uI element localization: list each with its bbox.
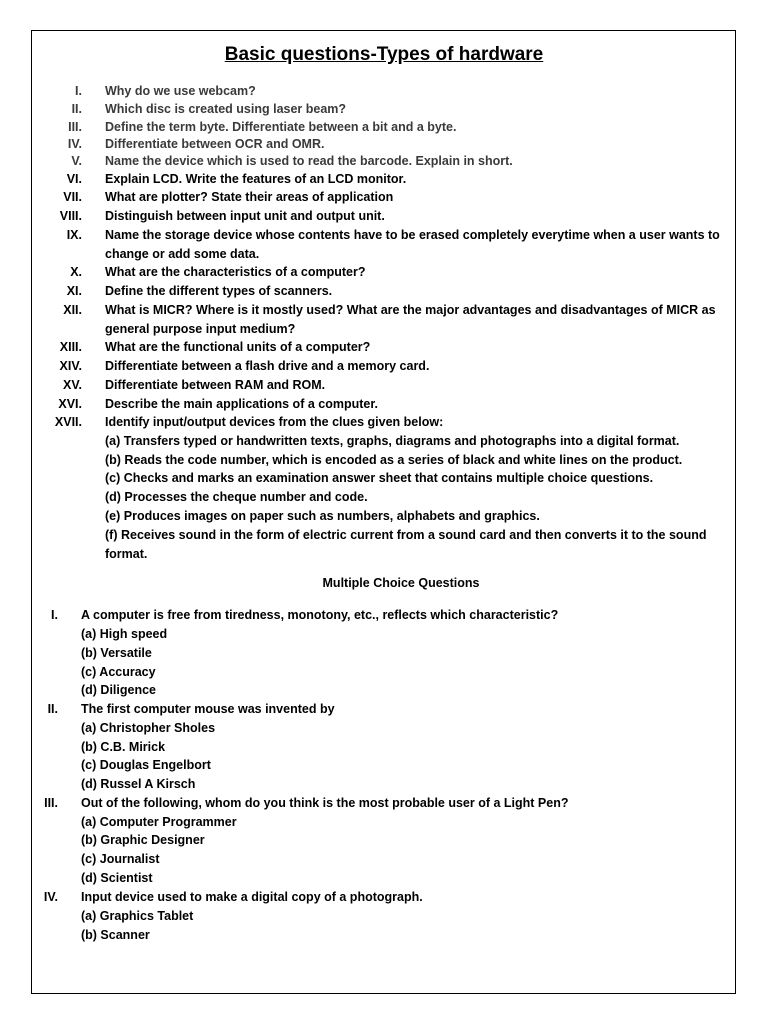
question-number: X. <box>70 265 82 279</box>
clue-item: (e) Produces images on paper such as numbers, alphabets and graphics. <box>105 509 540 523</box>
mcq-option: (c) Douglas Engelbort <box>81 758 211 772</box>
mcq-text: Input device used to make a digital copy of a photograph. <box>81 890 423 904</box>
mcq-number: III. <box>44 796 58 810</box>
question-number: VIII. <box>59 209 82 223</box>
question-text: What are the functional units of a computer? <box>105 340 371 354</box>
question-number: XVI. <box>58 397 82 411</box>
mcq-text: A computer is free from tiredness, monotony, etc., reflects which characteristic? <box>81 608 559 622</box>
mcq-option: (c) Journalist <box>81 852 160 866</box>
question-text-continued: general purpose input medium? <box>105 322 296 336</box>
question-number: XII. <box>63 303 82 317</box>
mcq-number: IV. <box>43 890 58 904</box>
question-number: IX. <box>66 228 82 242</box>
mcq-text: Out of the following, whom do you think is the most probable user of a Light Pen? <box>81 796 569 810</box>
question-number: XIV. <box>59 359 82 373</box>
question-text: Differentiate between OCR and OMR. <box>105 137 325 151</box>
question-text: Define the term byte. Differentiate between a bit and a byte. <box>105 120 457 134</box>
mcq-option: (b) Graphic Designer <box>81 833 205 847</box>
question-number: VII. <box>63 190 82 204</box>
clue-item: (d) Processes the cheque number and code. <box>105 490 368 504</box>
page-title: Basic questions-Types of hardware <box>224 44 544 65</box>
question-number: V. <box>71 154 82 168</box>
mcq-option: (d) Scientist <box>81 871 153 885</box>
mcq-option: (a) High speed <box>81 627 168 641</box>
question-text: What is MICR? Where is it mostly used? What are the major advantages and disadvantages of MICR as <box>105 303 716 317</box>
question-text: What are plotter? State their areas of application <box>105 190 394 204</box>
mcq-option: (b) Versatile <box>81 646 152 660</box>
question-text: Explain LCD. Write the features of an LCD monitor. <box>105 172 407 186</box>
question-text-continued: change or add some data. <box>105 247 260 261</box>
question-text: Differentiate between RAM and ROM. <box>105 378 326 392</box>
clue-item: (c) Checks and marks an examination answer sheet that contains multiple choice questions. <box>105 471 654 485</box>
question-number: I. <box>75 84 82 98</box>
question-number: III. <box>68 120 82 134</box>
mcq-option: (a) Graphics Tablet <box>81 909 194 923</box>
question-number: XI. <box>66 284 82 298</box>
question-text: What are the characteristics of a computer? <box>105 265 366 279</box>
clue-item: (b) Reads the code number, which is encoded as a series of black and white lines on the product. <box>105 453 683 467</box>
clue-item: (f) Receives sound in the form of electric current from a sound card and then converts it to the sound <box>105 528 707 542</box>
question-text: Distinguish between input unit and output unit. <box>105 209 385 223</box>
question-text: Define the different types of scanners. <box>105 284 333 298</box>
mcq-option: (b) Scanner <box>81 928 150 942</box>
question-text: Name the device which is used to read the barcode. Explain in short. <box>105 154 513 168</box>
mcq-number: I. <box>51 608 58 622</box>
mcq-heading: Multiple Choice Questions <box>322 576 480 590</box>
question-text: Describe the main applications of a computer. <box>105 397 378 411</box>
mcq-option: (c) Accuracy <box>81 665 156 679</box>
mcq-number: II. <box>47 702 58 716</box>
clue-item: (a) Transfers typed or handwritten texts, graphs, diagrams and photographs into a digital format. <box>105 434 680 448</box>
mcq-option: (d) Russel A Kirsch <box>81 777 196 791</box>
question-number: II. <box>71 102 82 116</box>
mcq-option: (b) C.B. Mirick <box>81 740 166 754</box>
clue-item-continued: format. <box>105 547 148 561</box>
mcq-text: The first computer mouse was invented by <box>81 702 335 716</box>
question-number: XIII. <box>59 340 82 354</box>
mcq-option: (a) Computer Programmer <box>81 815 237 829</box>
mcq-option: (a) Christopher Sholes <box>81 721 216 735</box>
question-number: IV. <box>67 137 82 151</box>
mcq-option: (d) Diligence <box>81 683 157 697</box>
question-text: Differentiate between a flash drive and a memory card. <box>105 359 430 373</box>
question-number: XVII. <box>54 415 82 429</box>
question-text: Identify input/output devices from the clues given below: <box>105 415 444 429</box>
question-text: Why do we use webcam? <box>105 84 256 98</box>
question-number: XV. <box>62 378 82 392</box>
question-text: Which disc is created using laser beam? <box>105 102 347 116</box>
question-number: VI. <box>66 172 82 186</box>
question-text: Name the storage device whose contents have to be erased completely everytime when a user wants to <box>105 228 720 242</box>
